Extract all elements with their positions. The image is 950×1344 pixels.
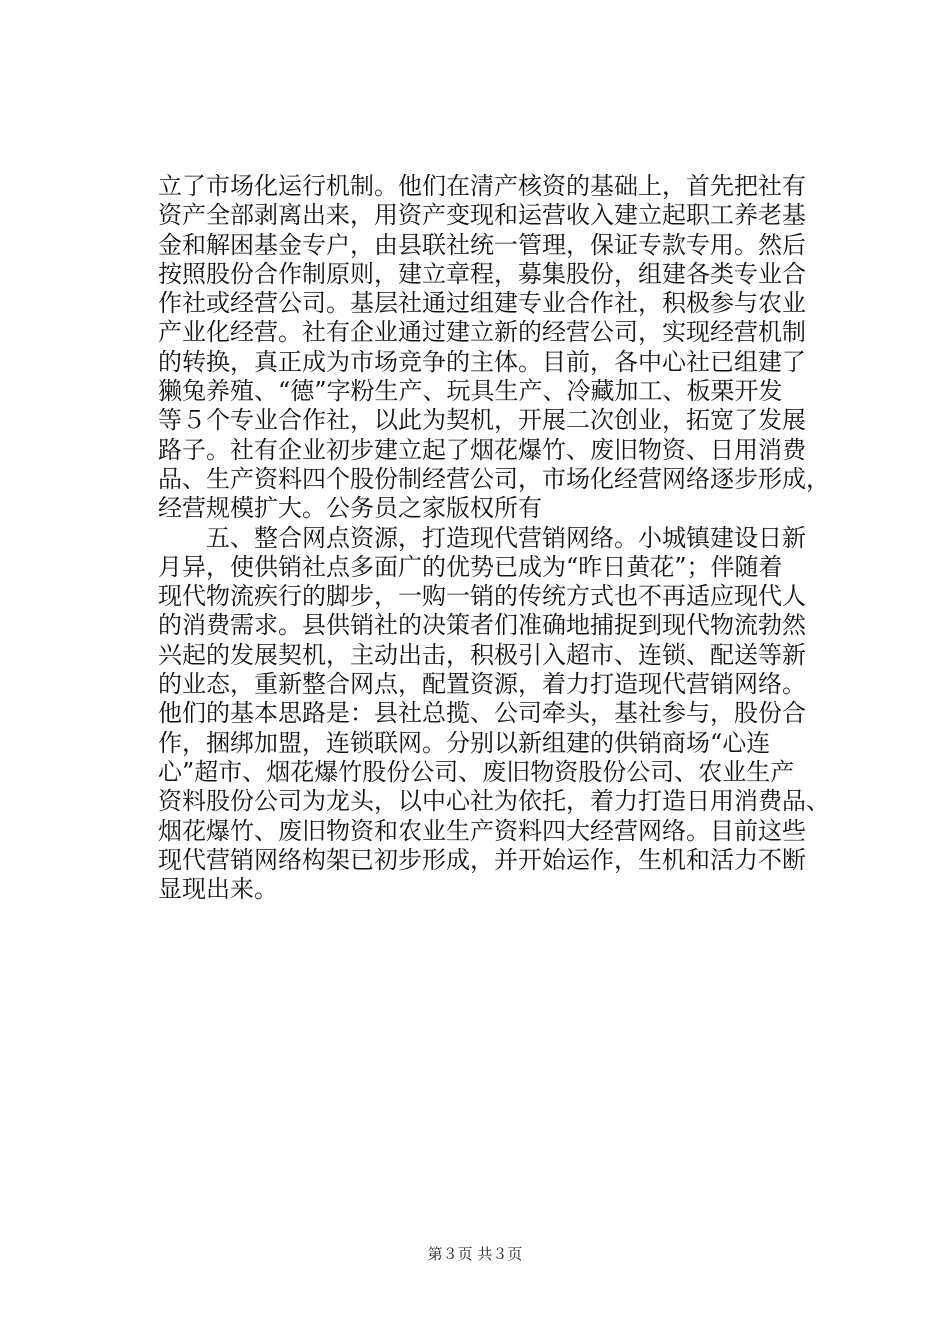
text-line: 他们的基本思路是：县社总揽、公司牵头，基社参与，股份合 (158, 699, 806, 728)
text-line: 的消费需求。县供销社的决策者们准确地捕捉到现代物流勃然 (158, 611, 806, 640)
text-line: 作社或经营公司。基层社通过组建专业合作社，积极参与农业 (158, 289, 806, 318)
text-line: 经营规模扩大。公务员之家版权所有 (158, 494, 542, 523)
text-line: 的业态，重新整合网点，配置资源，着力打造现代营销网络。 (158, 670, 806, 699)
text-line: 现代营销网络构架已初步形成，并开始运作，生机和活力不断 (158, 845, 806, 874)
text-line: 产业化经营。社有企业通过建立新的经营公司，实现经营机制 (158, 318, 806, 347)
text-line: 月异，使供销社点多面广的优势已成为“昨日黄花”；伴随着 (158, 552, 783, 581)
text-line: 獭兔养殖、“德”字粉生产、玩具生产、冷藏加工、板栗开发 (158, 377, 783, 406)
text-line: 资料股份公司为龙头，以中心社为依托，着力打造日用消费品、 (158, 787, 830, 816)
text-line: 路子。社有企业初步建立起了烟花爆竹、废旧物资、日用消费 (158, 435, 806, 464)
text-line: 兴起的发展契机，主动出击，积极引入超市、连锁、配送等新 (158, 640, 806, 669)
text-line: 资产全部剥离出来，用资产变现和运营收入建立起职工养老基 (158, 201, 806, 230)
text-line: 的转换，真正成为市场竞争的主体。目前，各中心社已组建了 (158, 347, 806, 376)
page-number-footer: 第３页 共３页 (427, 1245, 523, 1263)
text-line: 金和解困基金专户，由县联社统一管理，保证专款专用。然后 (158, 230, 806, 259)
text-line: 心”超市、烟花爆竹股份公司、废旧物资股份公司、农业生产 (158, 757, 795, 786)
text-line: 品、生产资料四个股份制经营公司，市场化经营网络逐步形成， (158, 464, 830, 493)
text-line: 作，捆绑加盟，连锁联网。分别以新组建的供销商场“心连 (158, 728, 771, 757)
text-line: 立了市场化运行机制。他们在清产核资的基础上，首先把社有 (158, 172, 806, 200)
text-line: 等５个专业合作社，以此为契机，开展二次创业，拓宽了发展 (158, 406, 806, 435)
body-text (158, 172, 838, 904)
text-line: 显现出来。 (158, 875, 278, 904)
text-line: 烟花爆竹、废旧物资和农业生产资料四大经营网络。目前这些 (158, 816, 806, 845)
text-line: 现代物流疾行的脚步，一购一销的传统方式也不再适应现代人 (158, 582, 806, 611)
text-line: 五、整合网点资源，打造现代营销网络。小城镇建设日新 (158, 523, 806, 552)
text-line: 按照股份合作制原则，建立章程，募集股份，组建各类专业合 (158, 259, 806, 288)
